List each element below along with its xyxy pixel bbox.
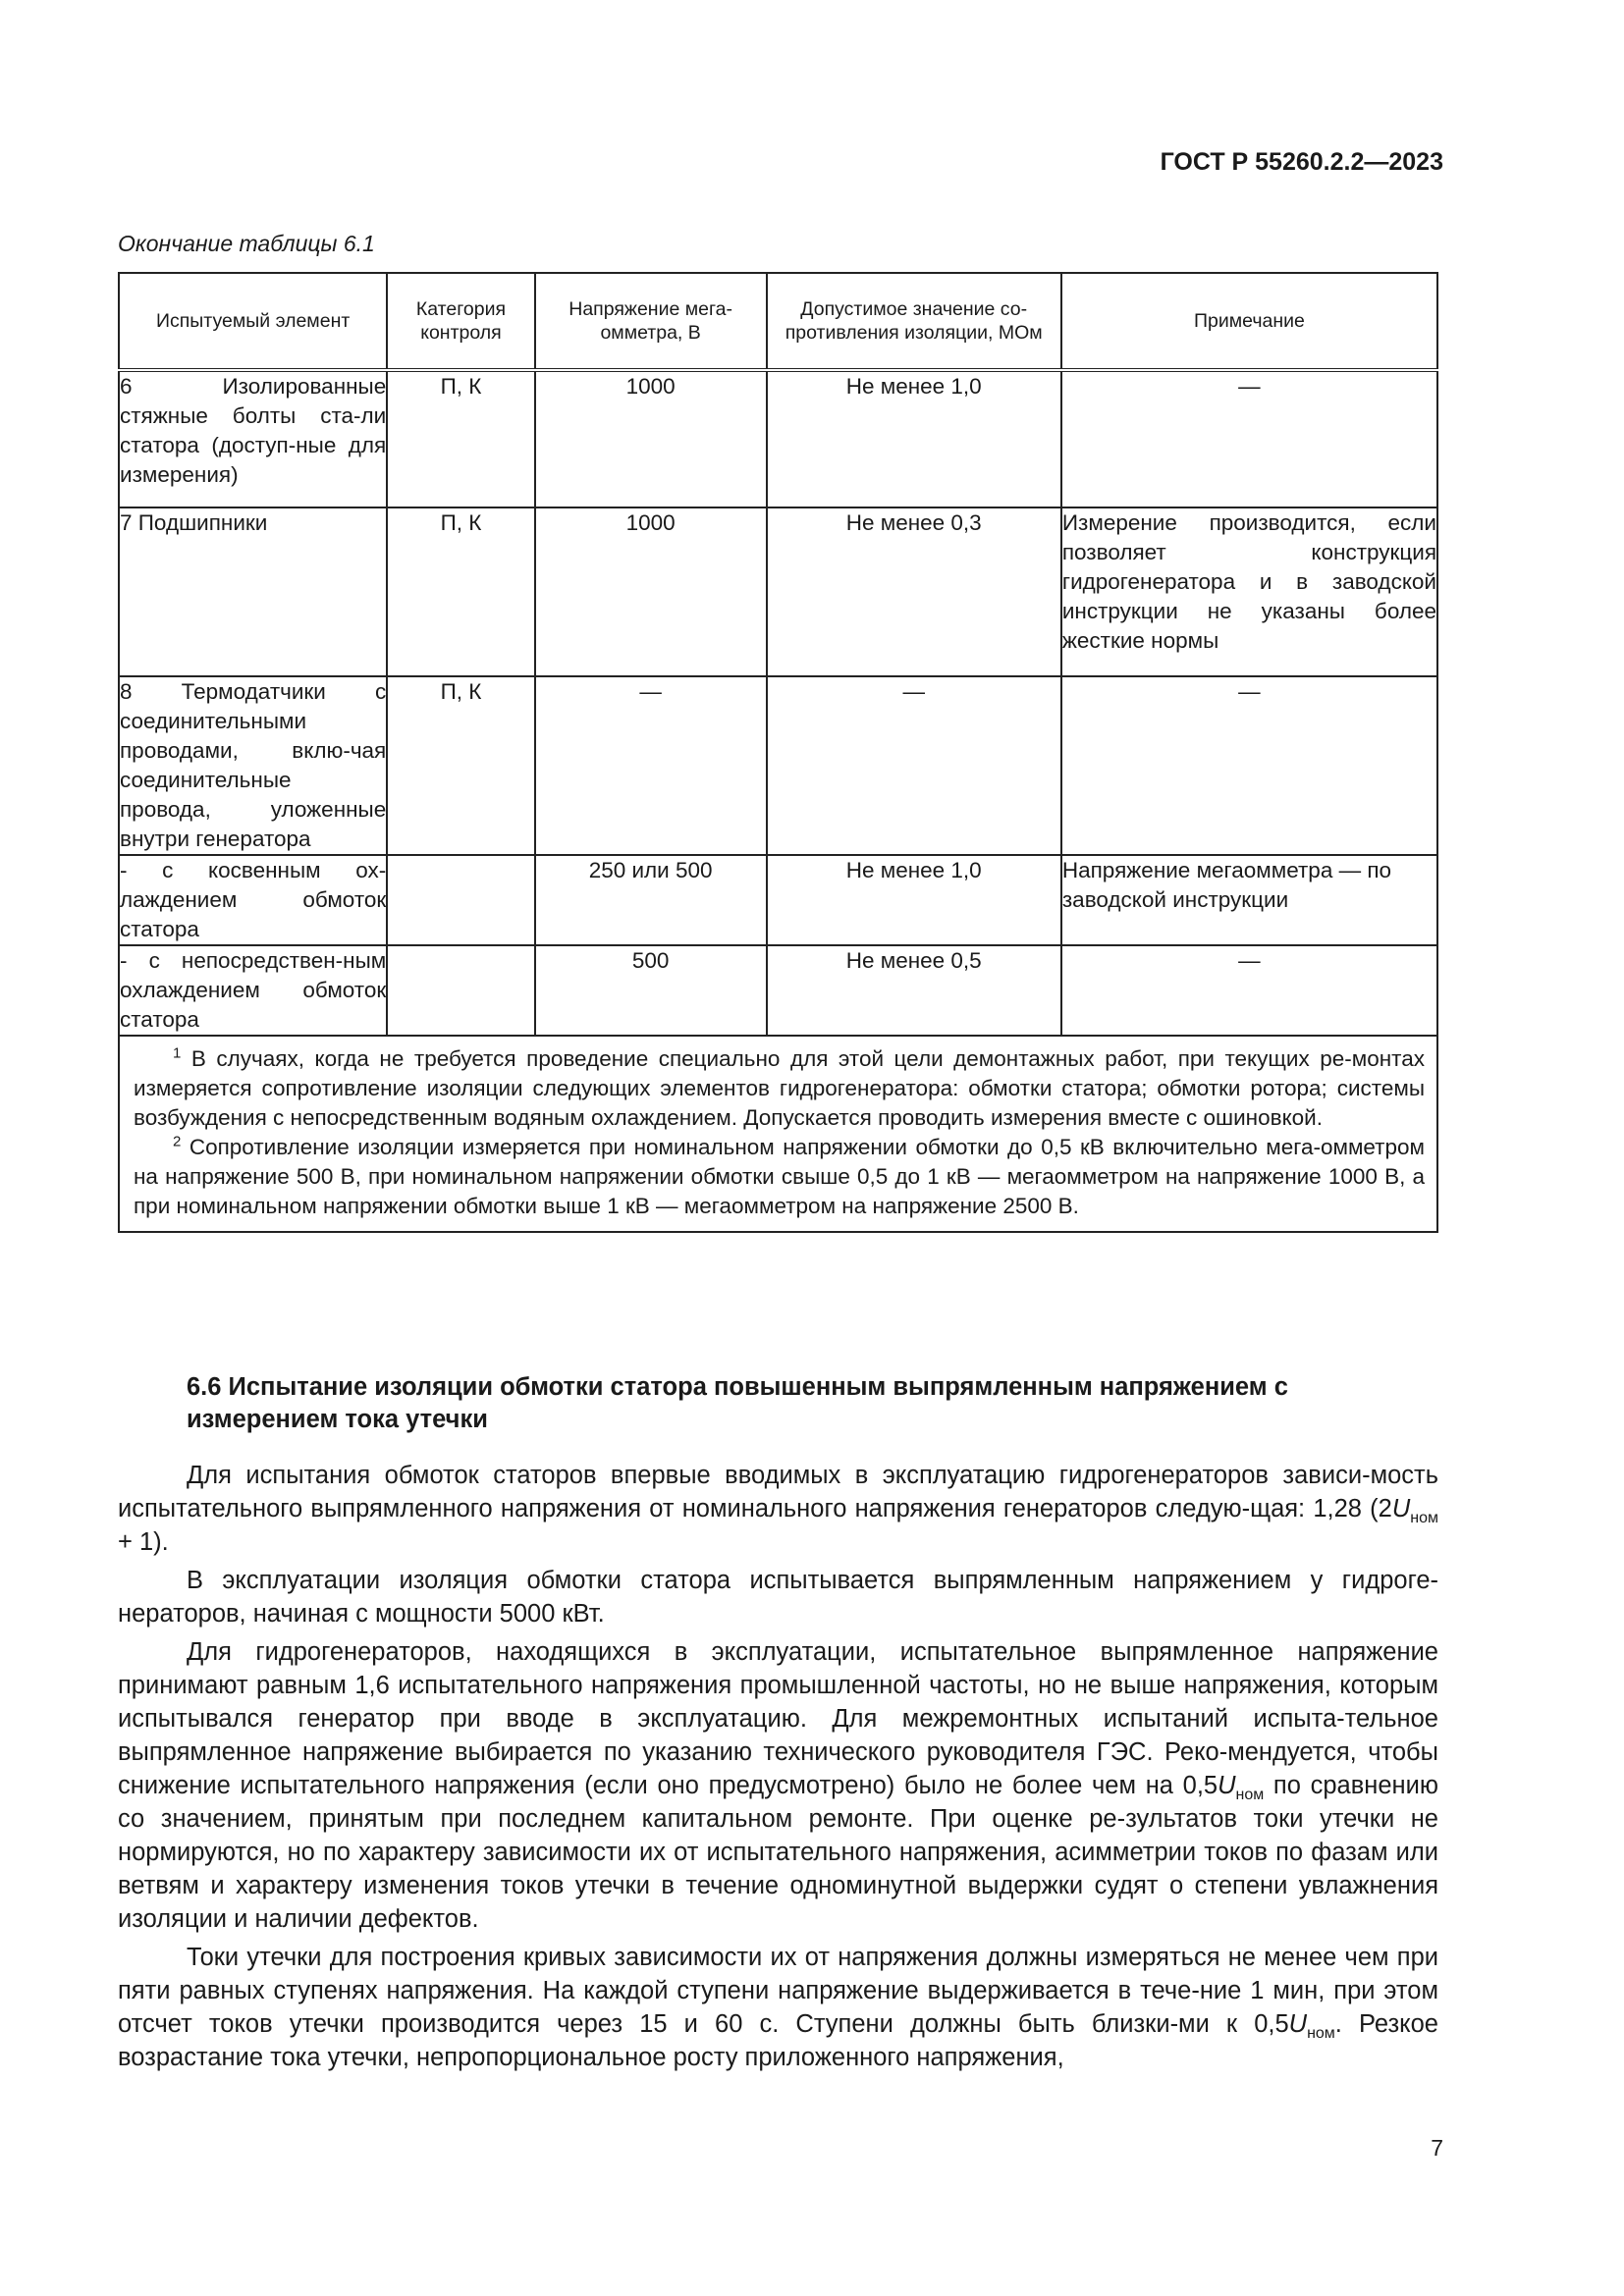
paragraph: В эксплуатации изоляция обмотки статора испытывается выпрямленным напряжением у гидроге-нераторов, начиная с мощности 5000 кВт. — [118, 1567, 1438, 1628]
data-table — [118, 272, 1438, 1233]
footnote-text: Сопротивление изоляции измеряется при номинальном напряжении обмотки до 0,5 кВ включительно мега-омметром на напряжение 500 В, при номинальном напряжении обмотки свыше 0,5 до 1 кВ — мегаомметром на напряжение 1000 В, а при номинальном напряжении обмотки выше 1 кВ — мегаомметром на напряжение 2500 В. — [134, 1135, 1425, 1218]
table-header-row — [119, 273, 1437, 370]
symbol-u: U — [1218, 1772, 1236, 1799]
cell-element: 6 Изолированные стяжные болты ста-ли статора (доступ-ные для измерения) — [119, 370, 387, 507]
cell-voltage: 500 — [535, 945, 767, 1036]
paragraph-text: + 1). — [118, 1528, 169, 1556]
paragraph — [118, 1635, 1438, 1936]
section-title: 6.6 Испытание изоляции обмотки статора повышенным выпрямленным напряжением с измерением тока утечки — [187, 1373, 1288, 1433]
paragraph — [118, 1459, 1438, 1559]
footnote-mark: 2 — [173, 1133, 182, 1150]
cell-element: 8 Термодатчики с соединительными проводами, вклю-чая соединительные провода, уложенные внутри генератора — [119, 676, 387, 855]
symbol-subscript: ном — [1235, 1787, 1265, 1804]
cell-resistance: Не менее 0,5 — [767, 945, 1061, 1036]
cell-resistance: — — [767, 676, 1061, 855]
cell-resistance: Не менее 0,3 — [767, 507, 1061, 676]
cell-voltage: 1000 — [535, 507, 767, 676]
paragraph — [118, 1941, 1438, 2074]
footnote — [134, 1044, 1425, 1133]
table-row — [119, 507, 1437, 676]
cell-note: — — [1061, 945, 1437, 1036]
table-row — [119, 370, 1437, 507]
cell-voltage: 250 или 500 — [535, 855, 767, 945]
table-row — [119, 945, 1437, 1036]
paragraph-text: по сравнению со значением, принятым при последнем капитальном ремонте. При оценке ре-зультатов токи утечки не нормируются, но по характеру зависимости их от испытательного напряжения, асимметрии токов по фазам или ветвям и характеру изменения токов утечки в течение одноминутной выдержки судят о степени увлажнения изоляции и наличии дефектов. — [118, 1772, 1438, 1933]
cell-resistance: Не менее 1,0 — [767, 370, 1061, 507]
table-caption: Окончание таблицы 6.1 — [118, 231, 375, 256]
cell-element: - с непосредствен-ным охлаждением обмоток статора — [119, 945, 387, 1036]
table-row — [119, 676, 1437, 855]
column-header-element: Испытуемый элемент — [119, 273, 387, 370]
cell-note: Измерение производится, если позволяет конструкция гидрогенератора и в заводской инструкции не указаны более жесткие нормы — [1061, 507, 1437, 676]
cell-category: П, К — [387, 676, 534, 855]
footnote — [134, 1133, 1425, 1221]
symbol-u: U — [1391, 1495, 1411, 1522]
column-header-category: Категория контроля — [387, 273, 534, 370]
paragraph-text: Токи утечки для построения кривых зависимости их от напряжения должны измеряться не менее чем при пяти равных ступенях напряжения. На каждой ступени напряжение выдерживается в тече-ние 1 мин, при этом отсчет токов утечки производится через 15 и 60 с. Ступени должны быть близки-ми к 0,5 — [118, 1944, 1438, 2038]
table-row — [119, 855, 1437, 945]
cell-voltage: 1000 — [535, 370, 767, 507]
paragraph-text: . Резкое возрастание тока утечки, непропорциональное росту приложенного напряжения, — [118, 2010, 1438, 2071]
cell-voltage: — — [535, 676, 767, 855]
column-header-resistance: Допустимое значение со-противления изоляции, МОм — [767, 273, 1061, 370]
footnote-mark: 1 — [173, 1044, 182, 1062]
cell-resistance: Не менее 1,0 — [767, 855, 1061, 945]
symbol-subscript: ном — [1307, 2025, 1335, 2043]
cell-element: 7 Подшипники — [119, 507, 387, 676]
table-footnotes-row — [119, 1036, 1437, 1232]
cell-element: - с косвенным ох-лаждением обмоток статора — [119, 855, 387, 945]
footnote-text: В случаях, когда не требуется проведение специально для этой цели демонтажных работ, при текущих ре-монтах измеряется сопротивление изоляции следующих элементов гидрогенератора: обмотки статора; обмотки ротора; системы возбуждения с непосредственным водяным охлаждением. Допускается проводить измерения вместе с ошиновкой. — [134, 1046, 1425, 1130]
cell-category — [387, 945, 534, 1036]
cell-note: Напряжение мегаомметра — по заводской инструкции — [1061, 855, 1437, 945]
column-header-voltage: Напряжение мега-омметра, В — [535, 273, 767, 370]
page-number: 7 — [1431, 2135, 1443, 2161]
paragraph-text: Для гидрогенераторов, находящихся в эксплуатации, испытательное выпрямленное напряжение принимают равным 1,6 испытательного напряжения промышленной частоты, но не выше напряжения, которым испытывался генератор при вводе в эксплуатацию. Для межремонтных испытаний испыта-тельное выпрямленное напряжение выбирается по указанию технического руководителя ГЭС. Реко-мендуется, чтобы снижение испытательного напряжения (если оно предусмотрено) было не более чем на 0,5 — [118, 1638, 1438, 1799]
column-header-note: Примечание — [1061, 273, 1437, 370]
symbol-u: U — [1288, 2010, 1308, 2038]
cell-note: — — [1061, 370, 1437, 507]
document-code: ГОСТ Р 55260.2.2—2023 — [1160, 148, 1443, 176]
paragraph-text: Для испытания обмоток статоров впервые вводимых в эксплуатацию гидрогенераторов зависи-мость испытательного выпрямленного напряжения от номинального напряжения генераторов следую-щая: 1,28 (2 — [118, 1462, 1438, 1522]
section-body — [118, 1459, 1438, 2074]
cell-category: П, К — [387, 507, 534, 676]
cell-category — [387, 855, 534, 945]
table-footnotes — [119, 1036, 1437, 1232]
cell-category: П, К — [387, 370, 534, 507]
cell-note: — — [1061, 676, 1437, 855]
symbol-subscript: ном — [1410, 1510, 1438, 1527]
